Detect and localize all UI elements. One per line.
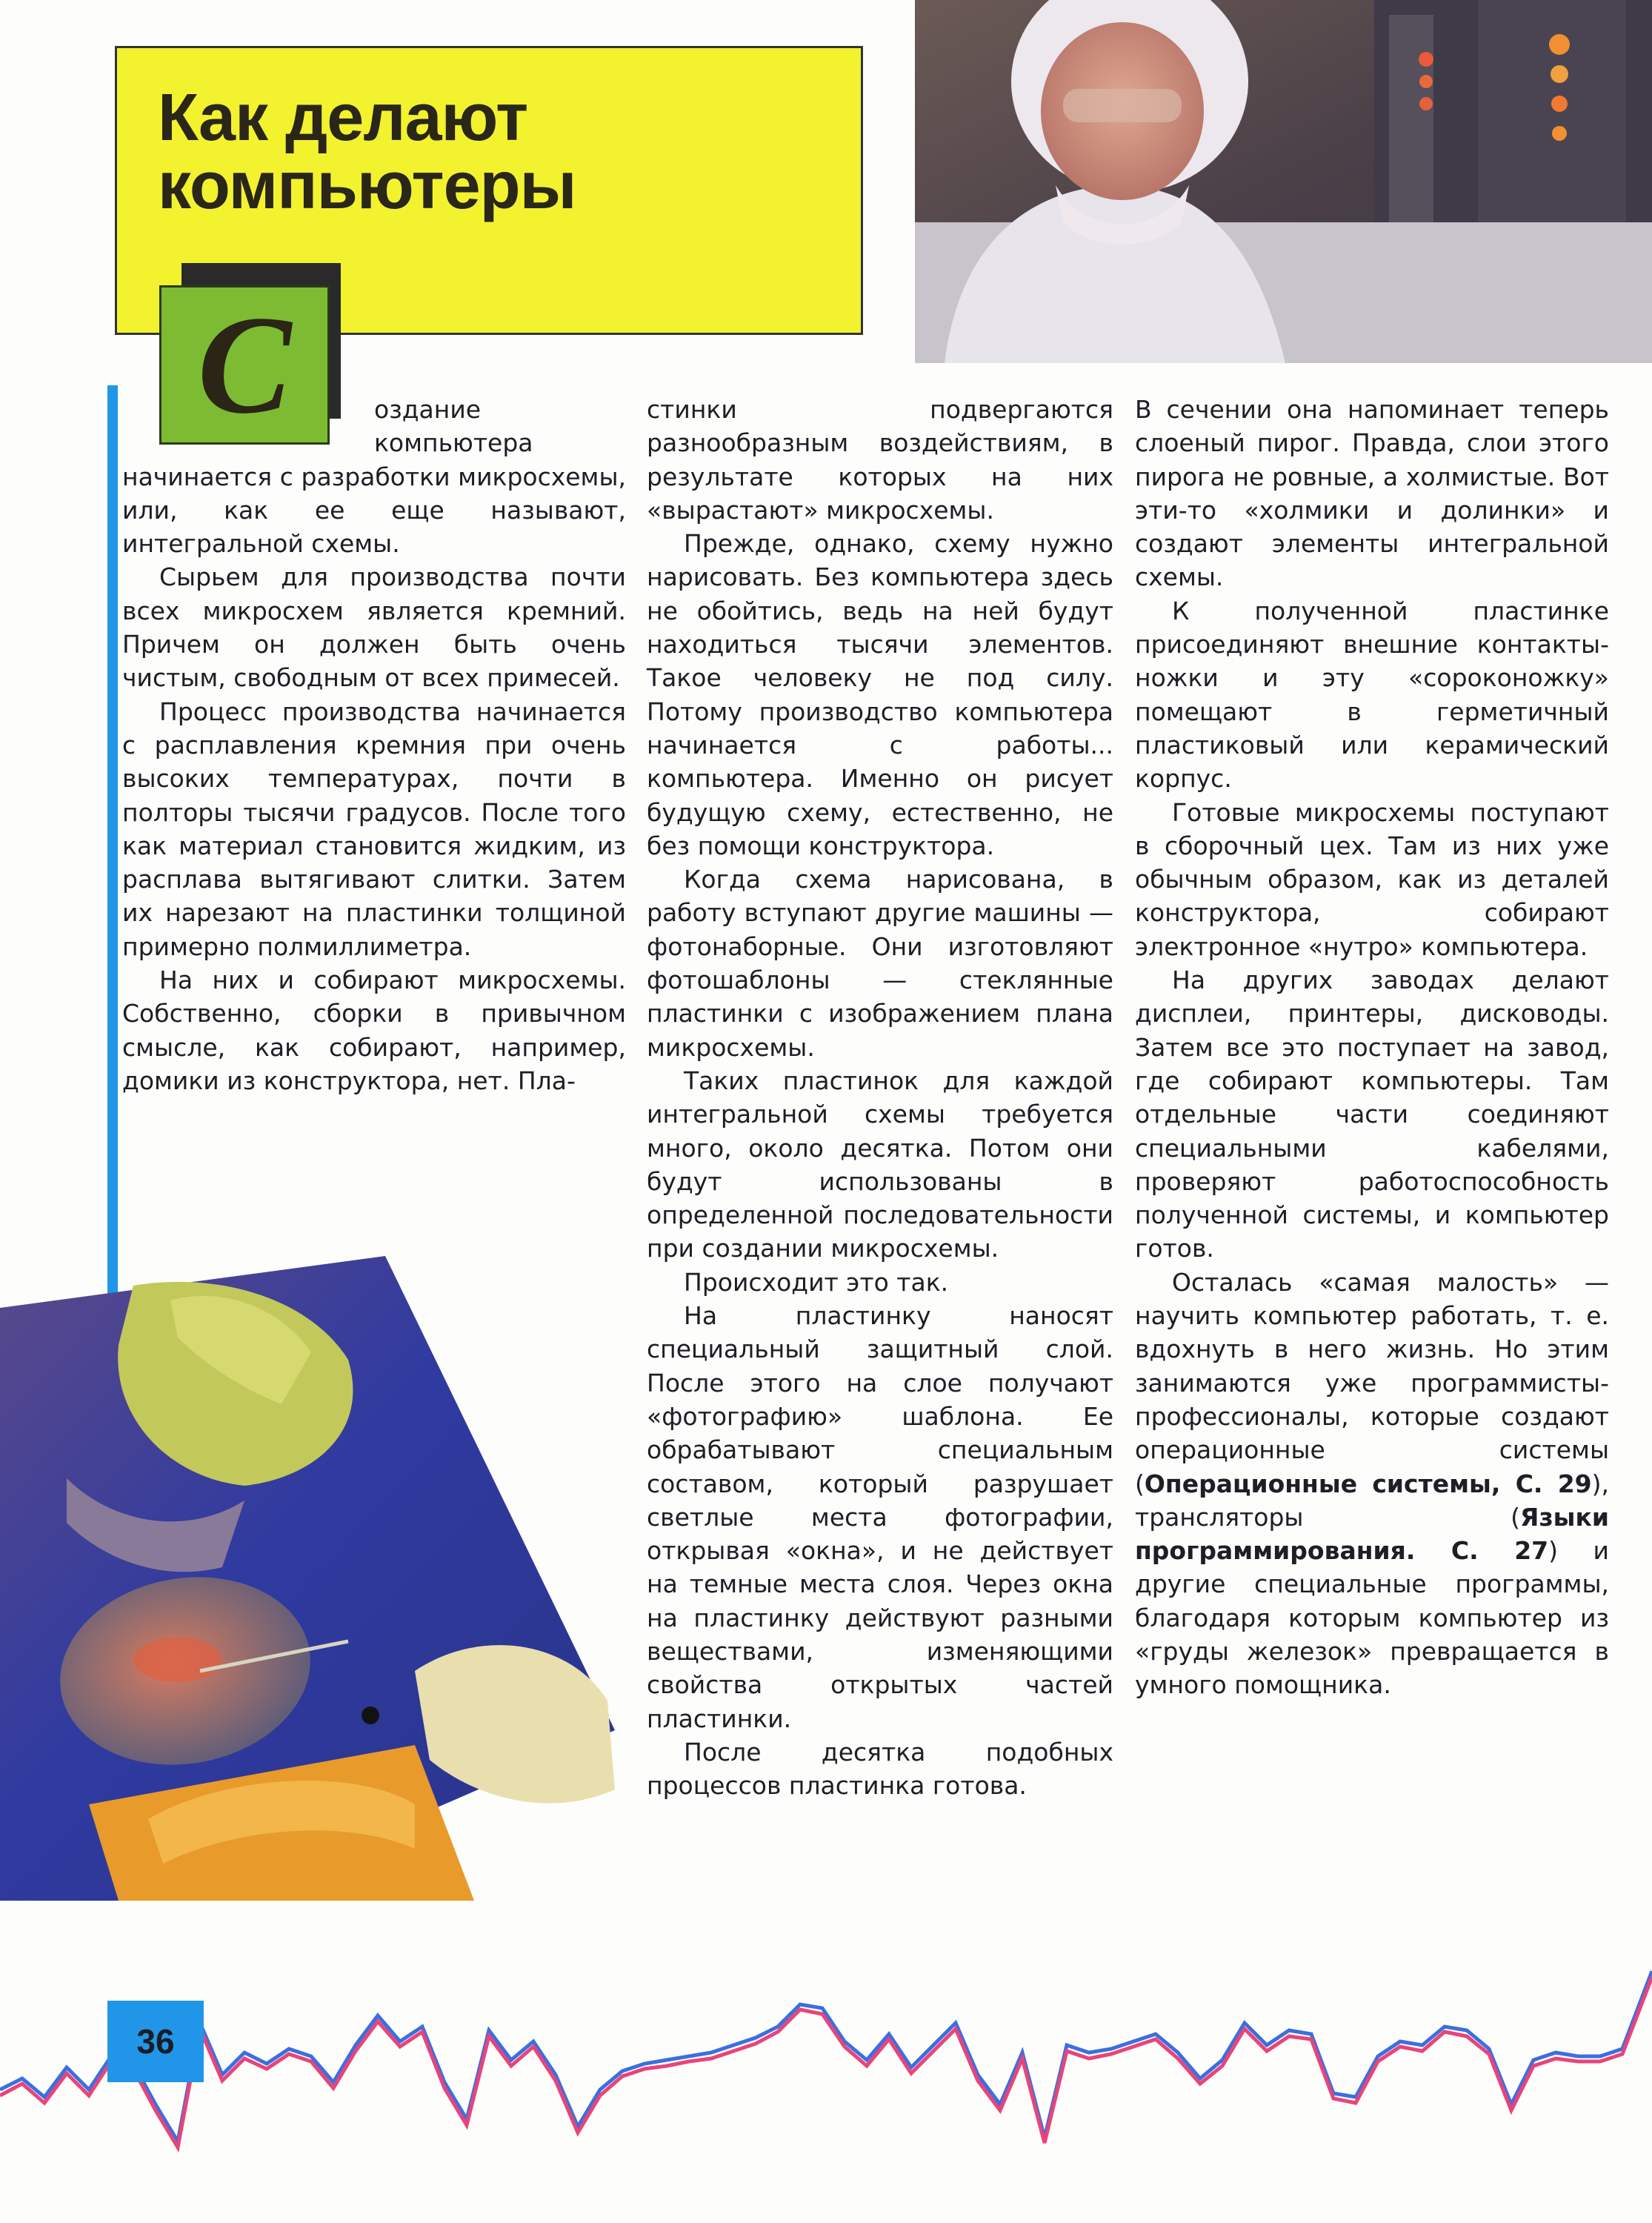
paragraph: оздание компьютера начинается с разработки микросхемы, или, как ее еще называют, интегральной схемы. bbox=[122, 395, 626, 559]
paragraph: Готовые микросхемы поступают в сборочный цех. Там из них уже обычным образом, как из деталей конструктора, собирают электронное «нутро» компьютера. bbox=[1135, 797, 1609, 961]
paragraph: На других заводах делают дисплеи, принтеры, дисководы. Затем все это поступает на завод, где собирают компьютеры. Там отдельные части соединяют специальными кабелями, проверяют работоспособность полученной системы, и компьютер готов. bbox=[1135, 966, 1609, 1263]
paragraph: На них и собирают микросхемы. Собственно, сборки в привычном смысле, как собирают, например, домики из конструктора, нет. Пла- bbox=[122, 966, 626, 1095]
drop-cap: С bbox=[159, 285, 330, 445]
paragraph: Прежде, однако, схему нужно нарисовать. Без компьютера здесь не обойтись, ведь на ней будут находиться тысячи элементов. Такое человеку не под силу. Потому производство компьютера начинается с работы... компьютера. Именно он рисует будущую схему, естественно, не без помощи конструктора. bbox=[647, 529, 1113, 860]
page-number: 36 bbox=[107, 2001, 204, 2082]
waveform-decoration bbox=[0, 1867, 1652, 2164]
paragraph: К полученной пластинке присоединяют внешние контакты-ножки и эту «сороконожку» помещают в герметичный пластиковый или керамический корпус. bbox=[1135, 596, 1609, 794]
wafer-handling-photo bbox=[0, 1256, 615, 1901]
paragraph: Происходит это так. bbox=[684, 1267, 949, 1297]
paragraph-with-references bbox=[1135, 1266, 1609, 1702]
cleanroom-worker-photo bbox=[915, 0, 1652, 363]
page-title bbox=[158, 81, 576, 223]
text-column-2 bbox=[647, 393, 1113, 1802]
title-line-1: Как делают bbox=[158, 81, 528, 155]
accent-bar bbox=[107, 385, 118, 1297]
text-run: ) и другие специальные программы, благодаря которым компьютер из «груды железок» превращается в умного помощника. bbox=[1135, 1536, 1609, 1700]
cross-reference-link[interactable]: Операционные системы, С. 29 bbox=[1144, 1469, 1592, 1498]
cross-reference-link[interactable]: Языки программирования. С. 27 bbox=[1135, 1502, 1609, 1566]
text-column-3 bbox=[1135, 393, 1609, 1702]
title-line-2: компьютеры bbox=[158, 149, 576, 223]
paragraph: После десятка подобных процессов пластинка готова. bbox=[647, 1737, 1113, 1801]
paragraph: стинки подвергаются разнообразным воздействиям, в результате которых на них «вырастают» микросхемы. bbox=[647, 395, 1113, 525]
paragraph: Когда схема нарисована, в работу вступают другие машины — фотонаборные. Они изготовляют фотошаблоны — стеклянные пластинки с изображением плана микросхемы. bbox=[647, 865, 1113, 1062]
text-column-1 bbox=[122, 393, 626, 1097]
paragraph: Сырьем для производства почти всех микросхем является кремний. Причем он должен быть очень чистым, свободным от всех примесей. bbox=[122, 562, 626, 693]
text-run: Осталась «самая малость» — научить компьютер работать, т. е. вдохнуть в него жизнь. Но этим занимаются уже программисты-профессионалы, которые создают операционные системы ( bbox=[1135, 1267, 1609, 1498]
paragraph: Процесс производства начинается с расплавления кремния при очень высоких температурах, почти в полторы тысячи градусов. После того как материал становится жидким, из расплава вытягивают слитки. Затем их нарезают на пластинки толщиной примерно полмиллиметра. bbox=[122, 697, 626, 961]
paragraph: В сечении она напоминает теперь слоеный пирог. Правда, слои этого пирога не ровные, а холмистые. Вот эти-то «холмики и долинки» и создают элементы интегральной схемы. bbox=[1135, 395, 1609, 592]
paragraph: Таких пластинок для каждой интегральной схемы требуется много, около десятка. Потом они будут использованы в определенной последовательности при создании микросхемы. bbox=[647, 1066, 1113, 1263]
paragraph: На пластинку наносят специальный защитный слой. После этого на слое получают «фотографию» шаблона. Ее обрабатывают специальным составом, который разрушает светлые места фотографии, открывая «окна», и не действует на темные места слоя. Через окна на пластинку действуют разными веществами, изменяющими свойства открытых частей пластинки. bbox=[647, 1301, 1113, 1733]
text-run: ), трансляторы ( bbox=[1135, 1469, 1609, 1532]
